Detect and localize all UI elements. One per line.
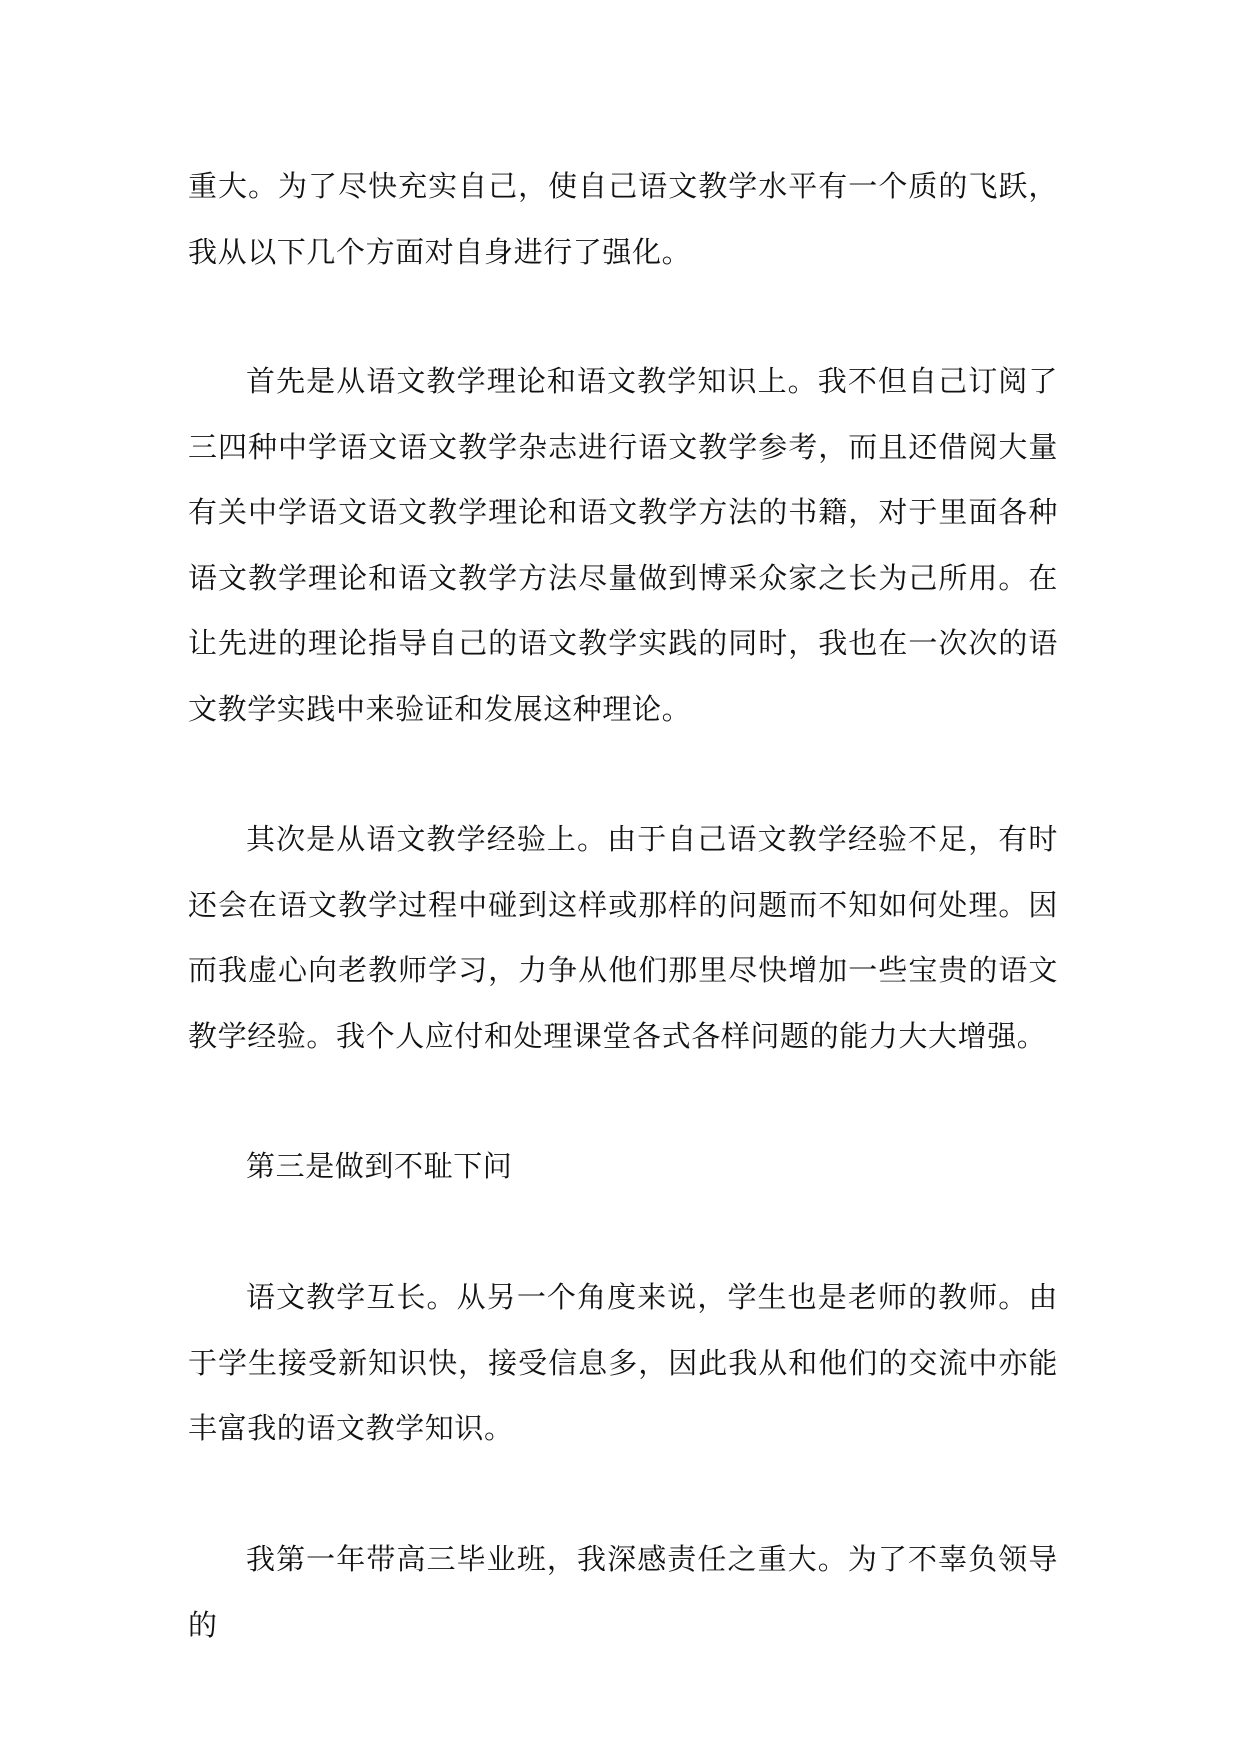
paragraph-mutual-learning: 语文教学互长。从另一个角度来说，学生也是老师的教师。由于学生接受新知识快，接受信息多，因此我从和他们的交流中亦能丰富我的语文教学知识。	[188, 1280, 1058, 1445]
paragraph-teaching-theory: 首先是从语文教学理论和语文教学知识上。我不但自己订阅了三四种中学语文语文教学杂志进行语文教学参考，而且还借阅大量有关中学语文语文教学理论和语文教学方法的书籍，对于里面各种语文教学理论和语文教学方法尽量做到博采众家之长为己所用。在让先进的理论指导自己的语文教学实践的同时，我也在一次次的语文教学实践中来验证和发展这种理论。	[188, 364, 1058, 726]
paragraph-graduating-class: 我第一年带高三毕业班，我深感责任之重大。为了不辜负领导的	[188, 1542, 1058, 1642]
paragraph-continuation: 重大。为了尽快充实自己，使自己语文教学水平有一个质的飞跃，我从以下几个方面对自身进行了强化。	[188, 169, 1058, 269]
paragraph-teaching-experience: 其次是从语文教学经验上。由于自己语文教学经验不足，有时还会在语文教学过程中碰到这样或那样的问题而不知如何处理。因而我虚心向老教师学习，力争从他们那里尽快增加一些宝贵的语文教学经验。我个人应付和处理课堂各式各样问题的能力大大增强。	[188, 822, 1058, 1053]
paragraph-third-point-heading: 第三是做到不耻下问	[246, 1149, 513, 1183]
